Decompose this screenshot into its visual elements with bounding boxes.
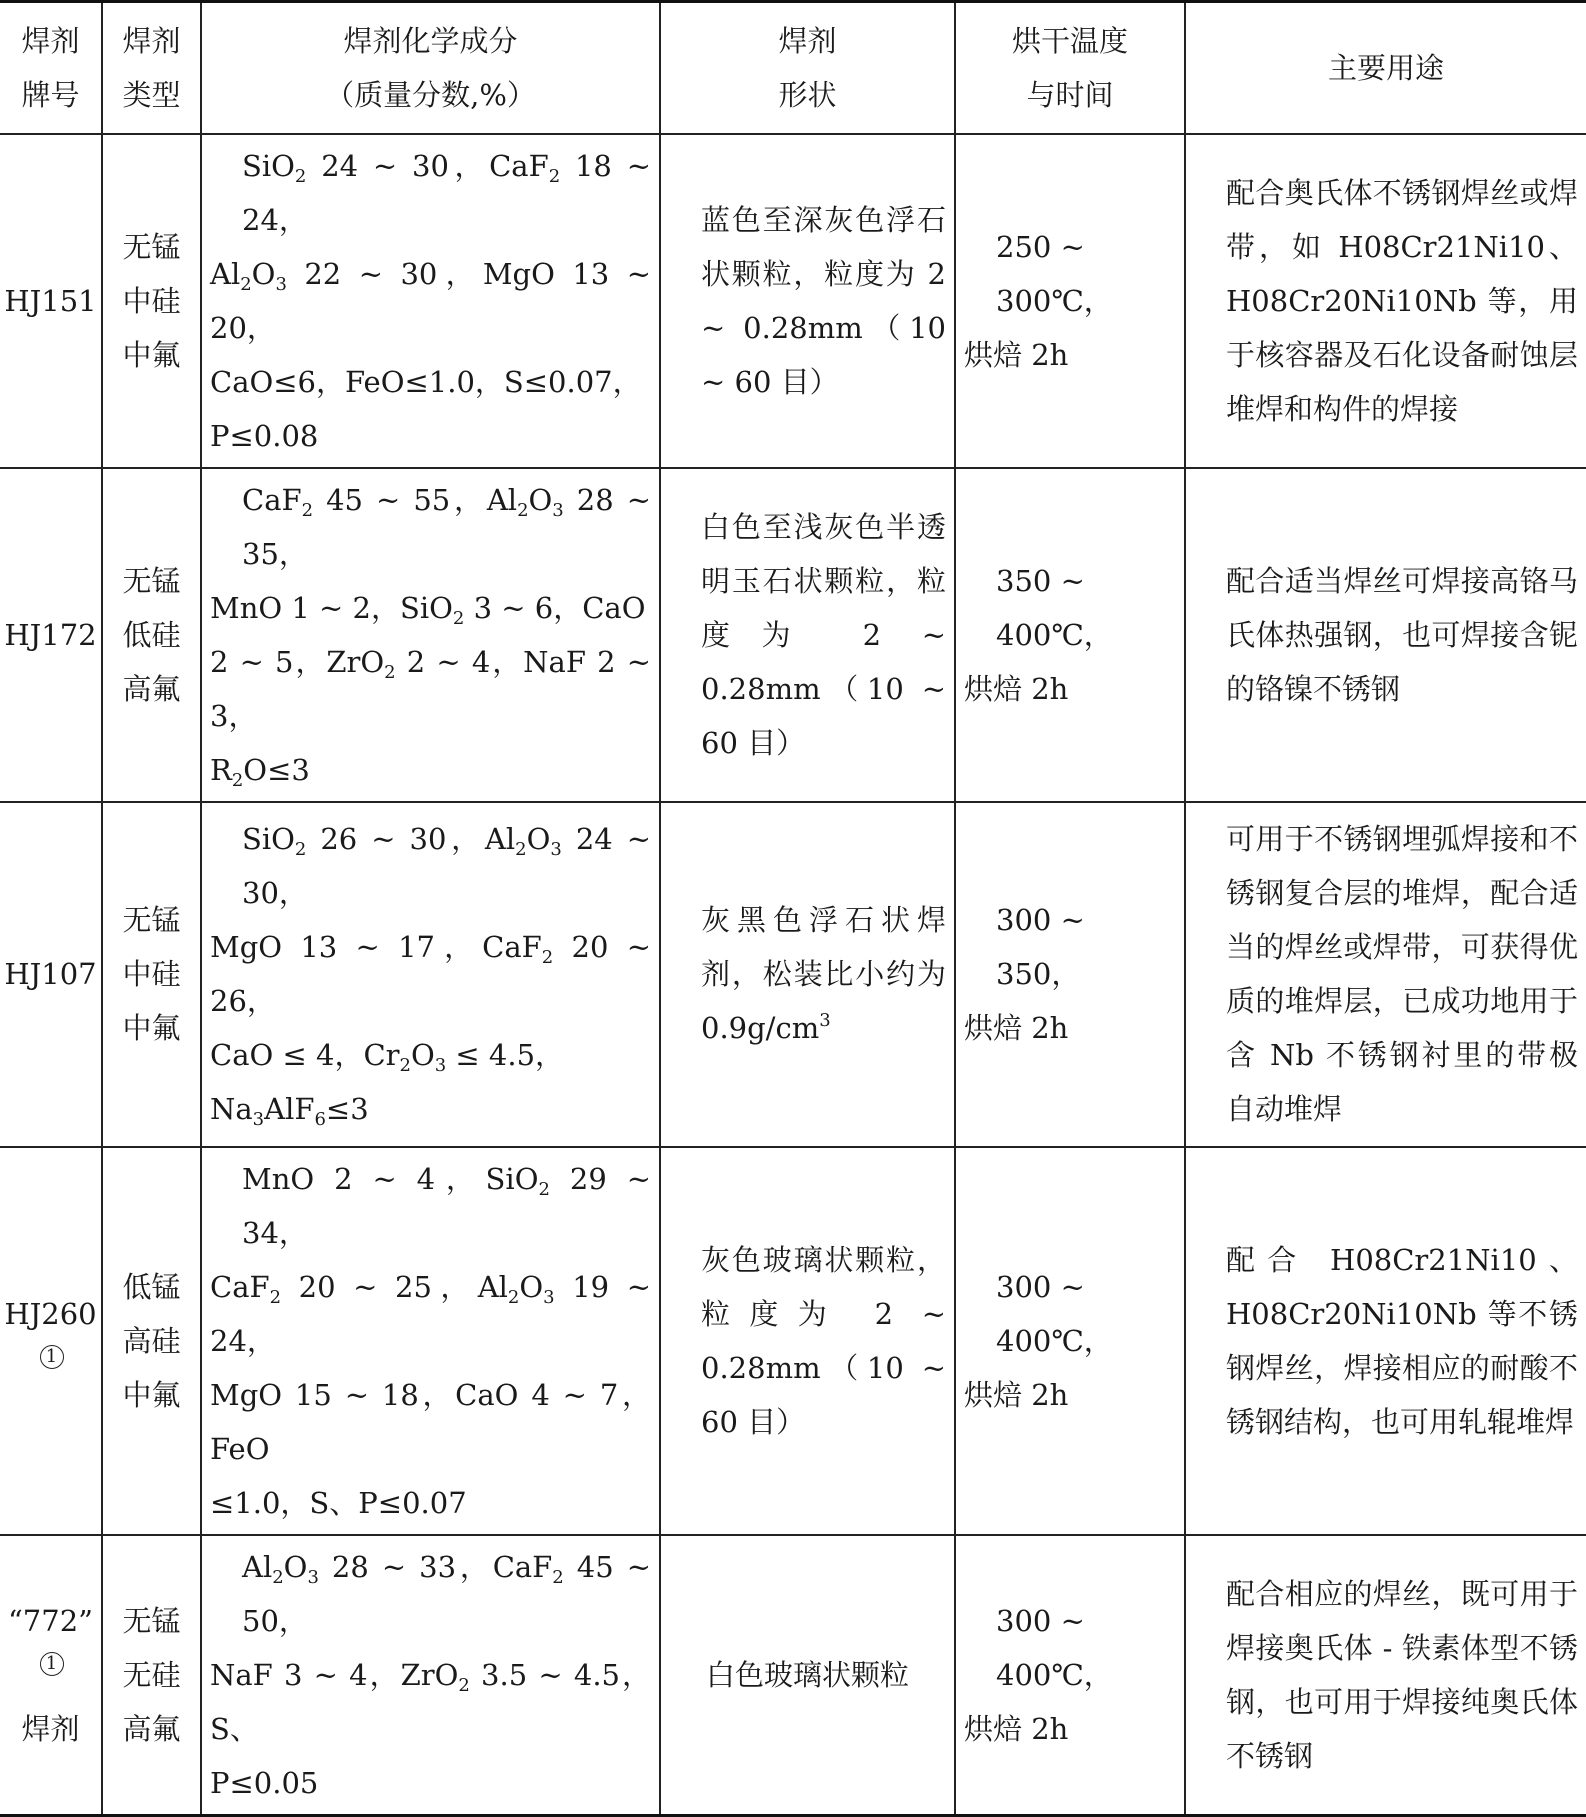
type-cell: 无锰 中硅 中氟 bbox=[102, 802, 201, 1147]
composition-line: $R_2O\le 3$ bbox=[210, 752, 310, 791]
drying-cell: 250 ~ 300℃， 烘焙 2h bbox=[955, 134, 1185, 468]
composition-line: MgO 15 ~ 18，CaO 4 ~ 7，FeO bbox=[210, 1377, 651, 1466]
drying-cell: 300 ~ 400℃， 烘焙 2h bbox=[955, 1147, 1185, 1535]
header-type: 焊剂 类型 bbox=[102, 2, 201, 134]
composition-line: NaF 3 ~ 4，ZrO$_2$ 3.5 ~ 4.5，S、 bbox=[210, 1657, 651, 1746]
composition-cell bbox=[201, 1535, 660, 1816]
grade-cell: HJ172 bbox=[0, 468, 102, 802]
footnote-marker: 1 bbox=[40, 1345, 64, 1369]
footnote-marker: 1 bbox=[40, 1652, 64, 1676]
shape-cell: 灰色玻璃状颗粒，粒度为 2 ~ 0.28mm（10 ~ 60 目） bbox=[660, 1147, 955, 1535]
composition-line: $Na_3AlF_6\le 3$ bbox=[210, 1092, 369, 1130]
composition-line: P≤0.05 bbox=[210, 1765, 319, 1800]
header-composition: 焊剂化学成分 （质量分数,%） bbox=[201, 2, 660, 134]
usage-cell: 配合适当焊丝可焊接高铬马氏体热强钢，也可焊接含铌的铬镍不锈钢 bbox=[1185, 468, 1586, 802]
type-cell: 低锰 高硅 中氟 bbox=[102, 1147, 201, 1535]
header-usage: 主要用途 bbox=[1185, 2, 1586, 134]
table-row bbox=[0, 1147, 1586, 1535]
composition-line: $Al_2O_3$ 22 ~ 30，MgO 13 ~ 20， bbox=[210, 256, 651, 345]
drying-cell: 300 ~ 350， 烘焙 2h bbox=[955, 802, 1185, 1147]
composition-line: $Al_2O_3$ 28 ~ 33，CaF$_2$ 45 ~ 50， bbox=[242, 1549, 651, 1638]
table-row bbox=[0, 134, 1586, 468]
composition-line: MnO 1 ~ 2，SiO$_2$ 3 ~ 6，CaO bbox=[210, 590, 646, 629]
grade-cell: HJ107 bbox=[0, 802, 102, 1147]
grade-cell: HJ2601 bbox=[0, 1147, 102, 1535]
shape-cell: 白色玻璃状颗粒 bbox=[660, 1535, 955, 1816]
composition-line: CaO≤6，FeO≤1.0，S≤0.07， bbox=[210, 364, 642, 399]
header-shape: 焊剂 形状 bbox=[660, 2, 955, 134]
table-row bbox=[0, 1535, 1586, 1816]
table-row bbox=[0, 802, 1586, 1147]
composition-line: CaO ≤ 4，$Cr_2O_3 \le 4.5$， bbox=[210, 1038, 565, 1076]
composition-line: ≤1.0，S、P≤0.07 bbox=[210, 1485, 467, 1520]
composition-line: P≤0.08 bbox=[210, 418, 319, 453]
composition-cell bbox=[201, 1147, 660, 1535]
composition-cell bbox=[201, 468, 660, 802]
composition-line: MnO 2 ~ 4，SiO$_2$ 29 ~ 34， bbox=[242, 1161, 651, 1250]
composition-line: SiO$_2$ 26 ~ 30，$Al_2O_3$ 24 ~ 30， bbox=[242, 822, 651, 910]
composition-cell bbox=[201, 802, 660, 1147]
header-grade: 焊剂 牌号 bbox=[0, 2, 102, 134]
type-cell: 无锰 中硅 中氟 bbox=[102, 134, 201, 468]
shape-cell: 蓝色至深灰色浮石状颗粒，粒度为 2 ~ 0.28mm（10 ~ 60 目） bbox=[660, 134, 955, 468]
usage-cell: 配合奥氏体不锈钢焊丝或焊带，如 H08Cr21Ni10、H08Cr20Ni10Nb 等，用于核容器及石化设备耐蚀层堆焊和构件的焊接 bbox=[1185, 134, 1586, 468]
composition-line: 2 ~ 5，ZrO$_2$ 2 ~ 4，NaF 2 ~ 3， bbox=[210, 644, 651, 733]
table-row bbox=[0, 468, 1586, 802]
type-cell: 无锰 低硅 高氟 bbox=[102, 468, 201, 802]
grade-cell: HJ151 bbox=[0, 134, 102, 468]
shape-cell: 白色至浅灰色半透明玉石状颗粒，粒度为 2 ~ 0.28mm（10 ~ 60 目） bbox=[660, 468, 955, 802]
usage-cell: 可用于不锈钢埋弧焊接和不锈钢复合层的堆焊，配合适当的焊丝或焊带，可获得优质的堆焊层，已成功地用于含 Nb 不锈钢衬里的带极自动堆焊 bbox=[1185, 802, 1586, 1147]
grade-cell: “772”1 焊剂 bbox=[0, 1535, 102, 1816]
composition-line: CaF$_2$ 20 ~ 25，$Al_2O_3$ 19 ~ 24， bbox=[210, 1269, 651, 1358]
header-drying: 烘干温度 与时间 bbox=[955, 2, 1185, 134]
composition-cell bbox=[201, 134, 660, 468]
type-cell: 无锰 无硅 高氟 bbox=[102, 1535, 201, 1816]
drying-cell: 350 ~ 400℃， 烘焙 2h bbox=[955, 468, 1185, 802]
shape-cell: 灰黑色浮石状焊剂，松装比小约为 $0.9g/cm^3$ bbox=[660, 802, 955, 1147]
usage-cell: 配合相应的焊丝，既可用于焊接奥氏体 - 铁素体型不锈钢，也可用于焊接纯奥氏体不锈钢 bbox=[1185, 1535, 1586, 1816]
header-row bbox=[0, 2, 1586, 134]
composition-line: SiO$_2$ 24 ~ 30，CaF$_2$ 18 ~ 24， bbox=[242, 148, 652, 237]
drying-cell: 300 ~ 400℃， 烘焙 2h bbox=[955, 1535, 1185, 1816]
usage-cell: 配合 H08Cr21Ni10、H08Cr20Ni10Nb 等不锈钢焊丝，焊接相应的耐酸不锈钢结构，也可用轧辊堆焊 bbox=[1185, 1147, 1586, 1535]
composition-line: MgO 13 ~ 17，CaF$_2$ 20 ~ 26， bbox=[210, 930, 652, 1018]
composition-line: CaF$_2$ 45 ~ 55，$Al_2O_3$ 28 ~ 35， bbox=[242, 482, 651, 571]
